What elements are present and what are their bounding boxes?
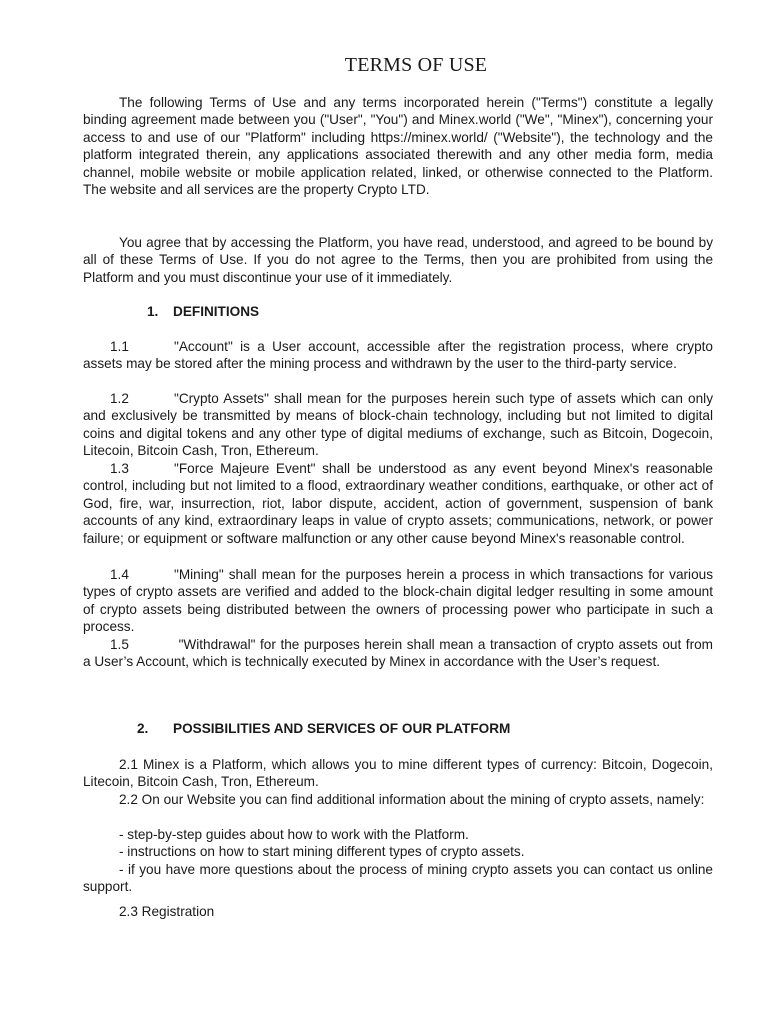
definition-1-3 (83, 460, 713, 547)
section-1-title: DEFINITIONS (173, 304, 260, 319)
intro-paragraph-2: You agree that by accessing the Platform, you have read, understood, and agreed to be bound by all of these Terms of Use. If you do not agree to the Terms, then you are prohibited from using the Platform and you must discontinue your use of it immediately. (83, 235, 713, 285)
definition-text: "Force Majeure Event" shall be understood as any event beyond Minex's reasonable control, including but not limited to a flood, extraordinary weather conditions, earthquake, or other act of God, fire, war, insurrection, riot, labor dispute, accident, action of government, suspension of bank accounts of any kind, extraordinary leaps in value of crypto assets; communications, network, or power failure; or equipment or software malfunction or any other cause beyond Minex's reasonable control. (83, 461, 713, 546)
definition-1-1 (83, 338, 713, 373)
definition-1-5 (83, 636, 713, 671)
section-1-number: 1. (147, 304, 159, 319)
intro-paragraph-1: The following Terms of Use and any terms incorporated herein ("Terms") constitute a legally binding agreement made between you ("User", "You") and Minex.world ("We", "Minex"), concerning your access to and use of our "Platform" including https://minex.world/ ("Website"), the technology and the platform integrated therein, any applications associated therewith and any other media form, media channel, mobile website or mobile application related, linked, or otherwise connected to the Platform. The website and all services are the property Crypto LTD. (83, 95, 713, 198)
definition-number: 1.2 (110, 391, 129, 406)
page-title: TERMS OF USE (344, 54, 488, 76)
definition-1-2 (83, 390, 713, 460)
definition-1-4 (83, 566, 713, 636)
bullet-item: - instructions on how to start mining different types of crypto assets. (119, 844, 525, 859)
paragraph-2-3: 2.3 Registration (119, 904, 215, 919)
section-2-number: 2. (137, 721, 149, 736)
definition-text: "Account" is a User account, accessible after the registration process, where crypto assets may be stored after the mining process and withdrawn by the user to the third-party service. (83, 339, 713, 372)
definition-number: 1.3 (110, 461, 129, 476)
paragraph-2-2: 2.2 On our Website you can find additional information about the mining of crypto assets, namely: (119, 792, 705, 807)
definition-text: "Crypto Assets" shall mean for the purposes herein such type of assets which can only and exclusively be transmitted by means of block-chain technology, including but not limited to digital coins and digital tokens and any other type of digital mediums of exchange, such as Bitcoin, Dogecoin, Litecoin, Bitcoin Cash, Tron, Ethereum. (83, 391, 713, 459)
bullet-item: - step-by-step guides about how to work with the Platform. (119, 827, 469, 842)
bullet-item: - if you have more questions about the process of mining crypto assets you can contact us online support. (83, 862, 713, 895)
section-1-heading (147, 303, 259, 320)
definition-text: "Withdrawal" for the purposes herein shall mean a transaction of crypto assets out from a User’s Account, which is technically executed by Minex in accordance with the User’s request. (83, 637, 713, 670)
definition-number: 1.5 (110, 637, 129, 652)
definition-number: 1.1 (110, 339, 129, 354)
section-2-heading (137, 720, 510, 737)
definition-text: "Mining" shall mean for the purposes herein a process in which transactions for various types of crypto assets are verified and added to the block-chain digital ledger resulting in some amount of crypto assets being distributed between the owners of processing power who participate in such a process. (83, 567, 713, 635)
section-2-title: POSSIBILITIES AND SERVICES OF OUR PLATFORM (173, 721, 511, 736)
paragraph-2-1: 2.1 Minex is a Platform, which allows you to mine different types of currency: Bitcoin, Dogecoin, Litecoin, Bitcoin Cash, Tron, Ethereum. (83, 757, 713, 790)
definition-number: 1.4 (110, 567, 129, 582)
